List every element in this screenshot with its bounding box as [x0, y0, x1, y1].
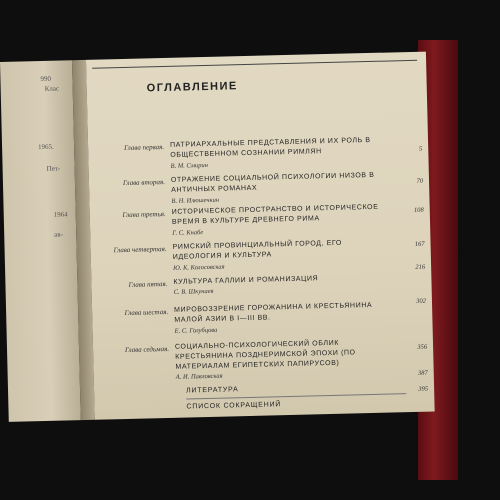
chapter-author: С. В. Шкунаев	[173, 287, 214, 296]
chapter-author: В. М. Смирин	[170, 161, 209, 170]
chapter-title: ПАТРИАРХАЛЬНЫЕ ПРЕДСТАВЛЕНИЯ И ИХ РОЛЬ В ОБЩЕСТВЕННОМ СОЗНАНИИ РИМЛЯН	[170, 136, 371, 159]
back-matter-page: 387	[417, 369, 428, 377]
chapter-page: 167	[414, 240, 425, 248]
chapter-title: МИРОВОЗЗРЕНИЕ ГОРОЖАНИНА И КРЕСТЬЯНИНА МАЛОЙ АЗИИ В I—III ВВ.	[174, 301, 373, 324]
contents-page	[86, 52, 435, 420]
chapter-label: Глава четвертая.	[113, 244, 167, 255]
chapter-label: Глава вторая.	[122, 178, 166, 188]
chapter-author: В. Н. Илюшечкин	[171, 196, 220, 205]
chapter-author: Е. С. Голубцова	[174, 326, 218, 335]
chapter-title: ОТРАЖЕНИЕ СОЦИАЛЬНОЙ ПСИХОЛОГИИ НИЗОВ В АНТИЧНЫХ РОМАНАХ	[170, 171, 375, 194]
chapter-title: ИСТОРИЧЕСКОЕ ПРОСТРАНСТВО И ИСТОРИЧЕСКОЕ ВРЕМЯ В КУЛЬТУРЕ ДРЕВНЕГО РИМА	[171, 203, 379, 226]
back-matter-title: СПИСОК СОКРАЩЕНИЙ	[186, 401, 282, 411]
chapter-page: 108	[413, 206, 424, 214]
chapter-label: Глава шестая.	[124, 307, 169, 318]
left-fragment: 1965.	[37, 142, 54, 152]
chapter-author: А. И. Павловская	[175, 372, 223, 381]
left-fragment: Пет-	[46, 164, 61, 173]
chapter-label: Глава седьмая.	[124, 344, 170, 355]
chapter-label: Глава первая.	[123, 143, 165, 152]
chapter-page: 356	[417, 343, 428, 351]
chapter-page: 302	[416, 297, 427, 305]
left-page	[0, 60, 81, 422]
back-matter-page: 395	[418, 385, 429, 393]
chapter-title: РИМСКИЙ ПРОВИНЦИАЛЬНЫЙ ГОРОД, ЕГО ИДЕОЛОГИЯ И КУЛЬТУРА	[172, 239, 343, 261]
chapter-label: Глава третья.	[122, 209, 166, 220]
open-book	[0, 51, 449, 422]
left-fragment: 990	[40, 74, 52, 84]
left-fragment: ав-	[54, 230, 64, 239]
back-matter-rule	[186, 393, 406, 399]
header-rule	[92, 60, 417, 69]
chapter-page: 216	[415, 263, 426, 271]
chapter-title: КУЛЬТУРА ГАЛЛИИ И РОМАНИЗАЦИЯ	[173, 275, 319, 286]
chapter-page: 5	[418, 145, 423, 153]
chapter-label: Глава пятая.	[128, 279, 168, 289]
chapter-title: СОЦИАЛЬНО-ПСИХОЛОГИЧЕСКИЙ ОБЛИК КРЕСТЬЯНИНА ПОЗДНЕРИМСКОЙ ЭПОХИ (ПО МАТЕРИАЛАМ ЕГИПЕТСКИХ ПАПИРУСОВ)	[174, 339, 356, 371]
chapter-author: Г. С. Кнабе	[172, 229, 204, 237]
chapter-author: Ю. К. Колосовская	[173, 263, 225, 272]
page-title: ОГЛАВЛЕНИЕ	[146, 80, 238, 95]
left-fragment: 1964	[53, 210, 68, 219]
left-fragment: Клас	[44, 84, 60, 93]
back-matter-title: ЛИТЕРАТУРА	[186, 386, 239, 395]
chapter-page: 70	[416, 177, 424, 185]
